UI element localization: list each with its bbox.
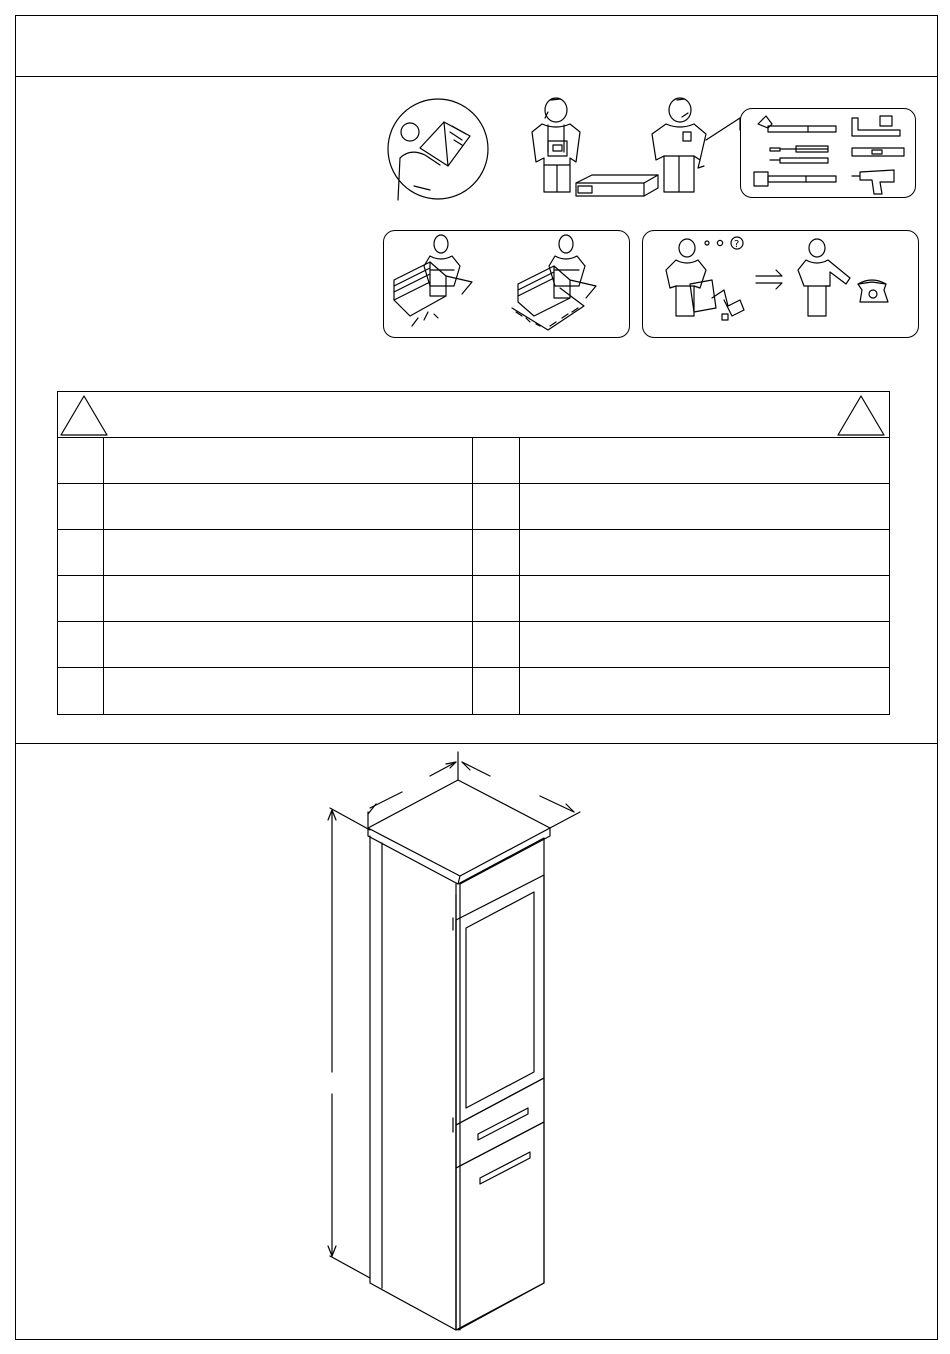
- warning-triangle-icon: [838, 396, 884, 435]
- warning-triangle-icon: [61, 396, 107, 435]
- two-person-assembly-illustration: [532, 98, 740, 196]
- contact-support-illustration: [666, 237, 888, 320]
- read-instructions-illustration: [388, 99, 488, 200]
- svg-text:?: ?: [734, 239, 740, 250]
- assemble-on-soft-surface-illustration: [394, 235, 596, 330]
- tools-required-illustration: [754, 116, 904, 194]
- tall-cabinet-isometric-drawing: [328, 752, 580, 1330]
